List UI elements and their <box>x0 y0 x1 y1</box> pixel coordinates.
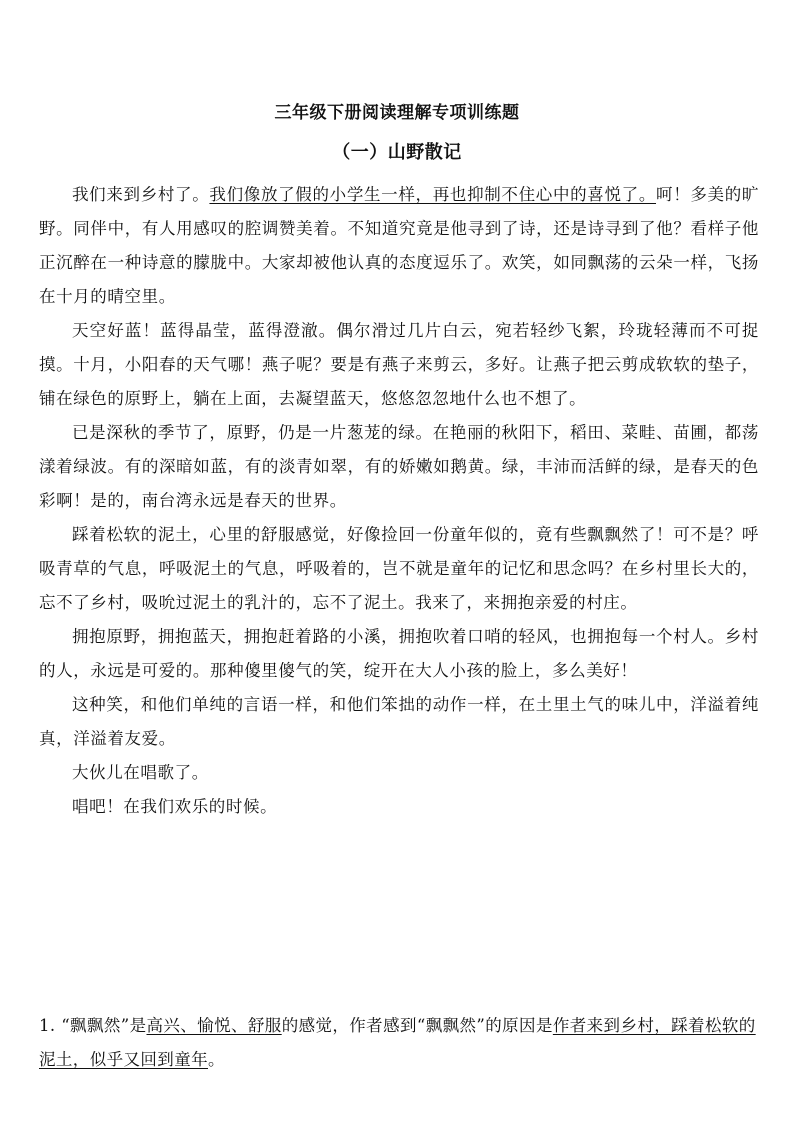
article-title: （一）山野散记 <box>332 142 462 163</box>
question-text-2: 的感觉，作者感到“飘飘然”的原因是 <box>281 1016 553 1035</box>
underlined-sentence: 我们像放了假的小学生一样，再也抑制不住心中的喜悦了。 <box>209 185 657 204</box>
paragraph-8: 唱吧！在我们欢乐的时候。 <box>72 797 278 816</box>
question-number: 1. <box>39 1016 56 1035</box>
paragraph-1 <box>39 178 759 314</box>
question-text-3: 。 <box>208 1050 225 1069</box>
paragraph-4: 踩着松软的泥土，心里的舒服感觉，好像捡回一份童年似的，竟有些飘飘然了！可不是？呼吸青草的气息，呼吸泥土的气息，呼吸着的，岂不就是童年的记忆和思念吗？在乡村里长大的，忘不了乡村，吸吮过泥土的乳汁的，忘不了泥土。我来了，来拥抱亲爱的村庄。 <box>39 525 759 612</box>
paragraph-5: 拥抱原野，拥抱蓝天，拥抱赶着路的小溪，拥抱吹着口哨的轻风，也拥抱每一个村人。乡村的人，永远是可爱的。那种傻里傻气的笑，绽开在大人小孩的脸上，多么美好！ <box>39 627 759 680</box>
paragraph-2: 天空好蓝！蓝得晶莹，蓝得澄澈。偶尔滑过几片白云，宛若轻纱飞絮，玲珑轻薄而不可捉摸。十月，小阳春的天气哪！燕子呢？要是有燕子来剪云，多好。让燕子把云剪成软软的垫子，铺在绿色的原野上，躺在上面，去凝望蓝天，悠悠忽忽地什么也不想了。 <box>39 321 759 408</box>
paragraph-1-lead: 我们来到乡村了。 <box>72 185 210 204</box>
paragraph-3: 已是深秋的季节了，原野，仍是一片葱茏的绿。在艳丽的秋阳下，稻田、菜畦、苗圃，都荡漾着绿波。有的深暗如蓝，有的淡青如翠，有的娇嫩如鹅黄。绿，丰沛而活鲜的绿，是春天的色彩啊！是的，南台湾永远是春天的世界。 <box>39 423 759 510</box>
paragraph-1-rest: 呵！多美的旷野。同伴中，有人用感叹的腔调赞美着。不知道究竟是他寻到了诗，还是诗寻到了他？看样子他正沉醉在一种诗意的朦胧中。大家却被他认真的态度逗乐了。欢笑，如同飘荡的云朵一样，飞扬在十月的晴空里。 <box>39 185 759 306</box>
document-title: 三年级下册阅读理解专项训练题 <box>274 103 520 123</box>
question-1 <box>39 1009 761 1077</box>
answer-2: 作者来到乡村，踩着松软的泥土，似乎又回到童年 <box>39 1016 756 1069</box>
question-text-1: “飘飘然”是 <box>61 1016 147 1035</box>
article-body <box>39 178 759 824</box>
paragraph-7: 大伙儿在唱歌了。 <box>72 763 209 782</box>
answer-1: 高兴、愉悦、舒服 <box>146 1016 282 1035</box>
paragraph-6: 这种笑，和他们单纯的言语一样，和他们笨拙的动作一样，在土里土气的味儿中，洋溢着纯真，洋溢着友爱。 <box>39 695 759 748</box>
